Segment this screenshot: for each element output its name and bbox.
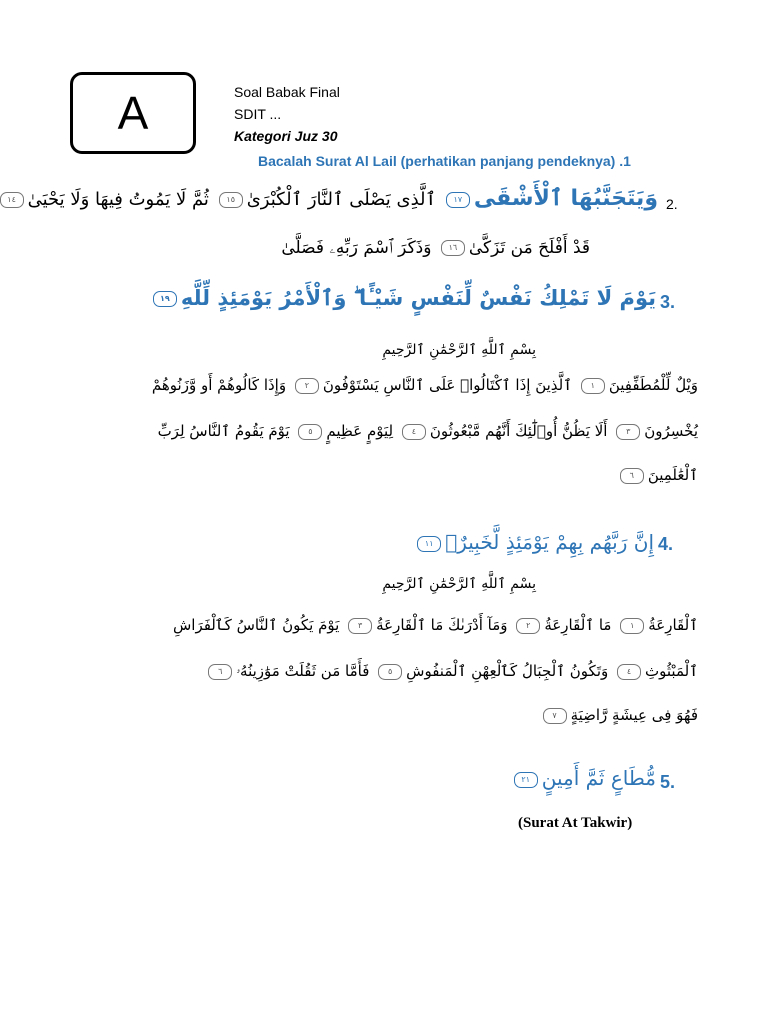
- question-4-verse-f: وَتَكُونُ ٱلْجِبَالُ كَٱلْعِهْنِ ٱلْمَنفُوشِ: [406, 662, 609, 680]
- ayah-marker: ١: [581, 378, 605, 394]
- ayah-marker: ٢: [516, 618, 540, 634]
- series-letter: A: [117, 87, 149, 139]
- question-3-verse-e: أَلَا يَظُنُّ أُو۟لَٰٓئِكَ أَنَّهُم مَّبْعُوثُونَ: [429, 422, 608, 440]
- question-2-verse-c: ثُمَّ لَا يَمُوتُ فِيهَا وَلَا يَحْيَىٰ: [27, 189, 209, 210]
- question-3-verse-b: ٱلَّذِينَ إِذَا ٱكْتَالُوا۟ عَلَى ٱلنَّاسِ يَسْتَوْفُونَ: [322, 376, 573, 394]
- ayah-marker: ٥: [298, 424, 322, 440]
- question-2-line-2: [170, 238, 590, 258]
- question-4-verse-a: ٱلْقَارِعَةُ: [648, 616, 698, 634]
- question-2-line-1: [7, 186, 658, 211]
- question-3-verse-d: يُخْسِرُونَ: [644, 422, 698, 440]
- ayah-marker: ١٧: [446, 192, 470, 208]
- question-4-title-text: إِنَّ رَبَّهُم بِهِمْ يَوْمَئِذٍ لَّخَبِيرٌۢ: [445, 530, 654, 554]
- header-category: Kategori Juz 30: [234, 128, 338, 144]
- ayah-marker: ١٦: [441, 240, 465, 256]
- question-3-line-1: [58, 376, 698, 394]
- question-3-verse-g: يَوْمَ يَقُومُ ٱلنَّاسُ لِرَبِّ: [157, 422, 290, 440]
- question-2-verse-d: قَدْ أَفْلَحَ مَن تَزَكَّىٰ: [468, 238, 590, 258]
- question-5-number: 5.: [660, 772, 676, 792]
- ayah-marker: ٦: [620, 468, 644, 484]
- ayah-marker: ٢: [295, 378, 319, 394]
- ayah-marker: ١٩: [153, 291, 177, 307]
- question-3-line-2: [58, 422, 698, 440]
- question-3-number: 3.: [660, 292, 676, 312]
- question-4-bismillah: بِسْمِ ٱللَّهِ ٱلرَّحْمَٰنِ ٱلرَّحِيمِ: [382, 576, 536, 592]
- question-2-number: 2.: [666, 196, 678, 212]
- ayah-marker: ٣: [348, 618, 372, 634]
- question-1: [258, 153, 631, 169]
- question-2-verse-e: وَذَكَرَ ٱسْمَ رَبِّهِۦ فَصَلَّىٰ: [281, 238, 432, 258]
- question-4-verse-h: فَهُوَ فِى عِيشَةٍ رَّاضِيَةٍ: [570, 706, 698, 724]
- ayah-marker: ٦: [208, 664, 232, 680]
- ayah-marker: ٥: [378, 664, 402, 680]
- ayah-marker: ٤: [402, 424, 426, 440]
- ayah-marker: ٧: [543, 708, 567, 724]
- question-4-line-3: [438, 706, 698, 724]
- question-3-title: [96, 286, 656, 311]
- ayah-marker: ٣: [616, 424, 640, 440]
- question-4-verse-e: ٱلْمَبْثُوثِ: [645, 662, 698, 680]
- question-3-verse-f: لِيَوْمٍ عَظِيمٍ: [326, 422, 394, 440]
- question-3-title-text: يَوْمَ لَا تَمْلِكُ نَفْسٌ لِّنَفْسٍ شَيْـًٔا ۖ وَٱلْأَمْرُ يَوْمَئِذٍ لِّلَّهِ: [180, 286, 656, 310]
- ayah-marker: ١: [620, 618, 644, 634]
- ayah-marker: ٤: [617, 664, 641, 680]
- question-3-line-3: [498, 466, 698, 484]
- question-4-line-2: [58, 662, 698, 680]
- series-letter-box: [70, 72, 196, 154]
- question-4-number: 4.: [658, 534, 674, 554]
- ayah-marker: ١٤: [0, 192, 24, 208]
- header-school: SDIT ...: [234, 106, 282, 122]
- question-4-verse-c: وَمَآ أَدْرَىٰكَ مَا ٱلْقَارِعَةُ: [376, 616, 508, 634]
- question-1-number: .1: [619, 153, 631, 169]
- ayah-marker: ٢١: [514, 772, 538, 788]
- question-4-line-1: [58, 616, 698, 634]
- question-4-verse-b: مَا ٱلْقَارِعَةُ: [544, 616, 612, 634]
- header-title: Soal Babak Final: [234, 84, 340, 100]
- question-2-verse-a: وَيَتَجَنَّبُهَا ٱلْأَشْقَى: [473, 186, 658, 211]
- question-4-verse-d: يَوْمَ يَكُونُ ٱلنَّاسُ كَٱلْفَرَاشِ: [172, 616, 340, 634]
- question-5-title: [436, 766, 656, 790]
- ayah-marker: ١١: [417, 536, 441, 552]
- question-5-source: (Surat At Takwir): [518, 815, 633, 831]
- question-2-verse-b: ٱلَّذِى يَصْلَى ٱلنَّارَ ٱلْكُبْرَىٰ: [246, 189, 437, 210]
- question-3-bismillah: بِسْمِ ٱللَّهِ ٱلرَّحْمَٰنِ ٱلرَّحِيمِ: [382, 342, 536, 358]
- question-3-verse-h: ٱلْعَٰلَمِينَ: [647, 466, 698, 484]
- question-3-verse-c: وَإِذَا كَالُوهُمْ أَو وَّزَنُوهُمْ: [151, 376, 287, 394]
- question-4-verse-g: فَأَمَّا مَن ثَقُلَتْ مَوَٰزِينُهُۥ: [236, 662, 370, 680]
- question-1-text: Bacalah Surat Al Lail (perhatikan panjang pendeknya): [258, 153, 616, 169]
- question-4-title: [354, 530, 654, 554]
- question-3-verse-a: وَيْلٌ لِّلْمُطَفِّفِينَ: [608, 376, 698, 394]
- question-5-title-text: مُّطَاعٍ ثَمَّ أَمِينٍ: [541, 766, 656, 790]
- ayah-marker: ١٥: [219, 192, 243, 208]
